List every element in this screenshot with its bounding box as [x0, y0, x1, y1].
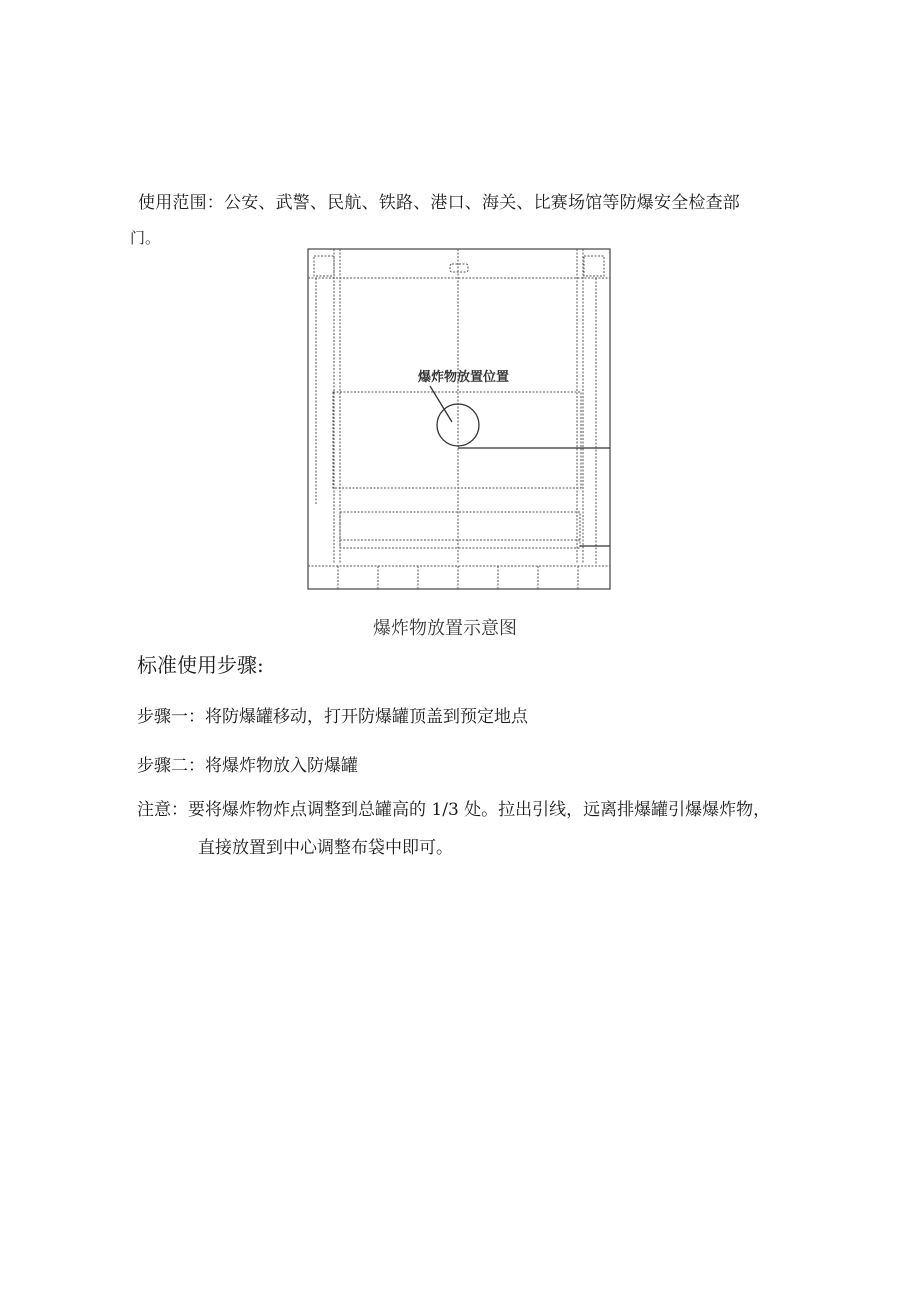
step-two-text: 步骤二：将爆炸物放入防爆罐	[137, 756, 358, 776]
usage-scope-text: 使用范围：公安、武警、民航、铁路、港口、海关、比赛场馆等防爆安全检查部	[138, 193, 740, 213]
steps-heading: 标准使用步骤:	[137, 653, 264, 677]
note-line-1: 注意：要将爆炸物炸点调整到总罐高的 1/3 处。拉出引线，远离排爆罐引爆爆炸物，	[137, 800, 771, 820]
label-leader-line	[430, 386, 452, 422]
note-line-2: 直接放置到中心调整布袋中即可。	[198, 838, 453, 858]
cabinet-outer-frame	[308, 249, 610, 589]
step-one-text: 步骤一：将防爆罐移动，打开防爆罐顶盖到预定地点	[137, 707, 528, 727]
top-handle	[450, 264, 468, 272]
figure-caption: 爆炸物放置示意图	[373, 618, 517, 639]
blast-chamber	[333, 392, 581, 488]
explosive-placement-diagram	[300, 244, 618, 594]
usage-scope-tail: 门。	[130, 229, 161, 247]
placement-label: 爆炸物放置位置	[418, 370, 510, 385]
